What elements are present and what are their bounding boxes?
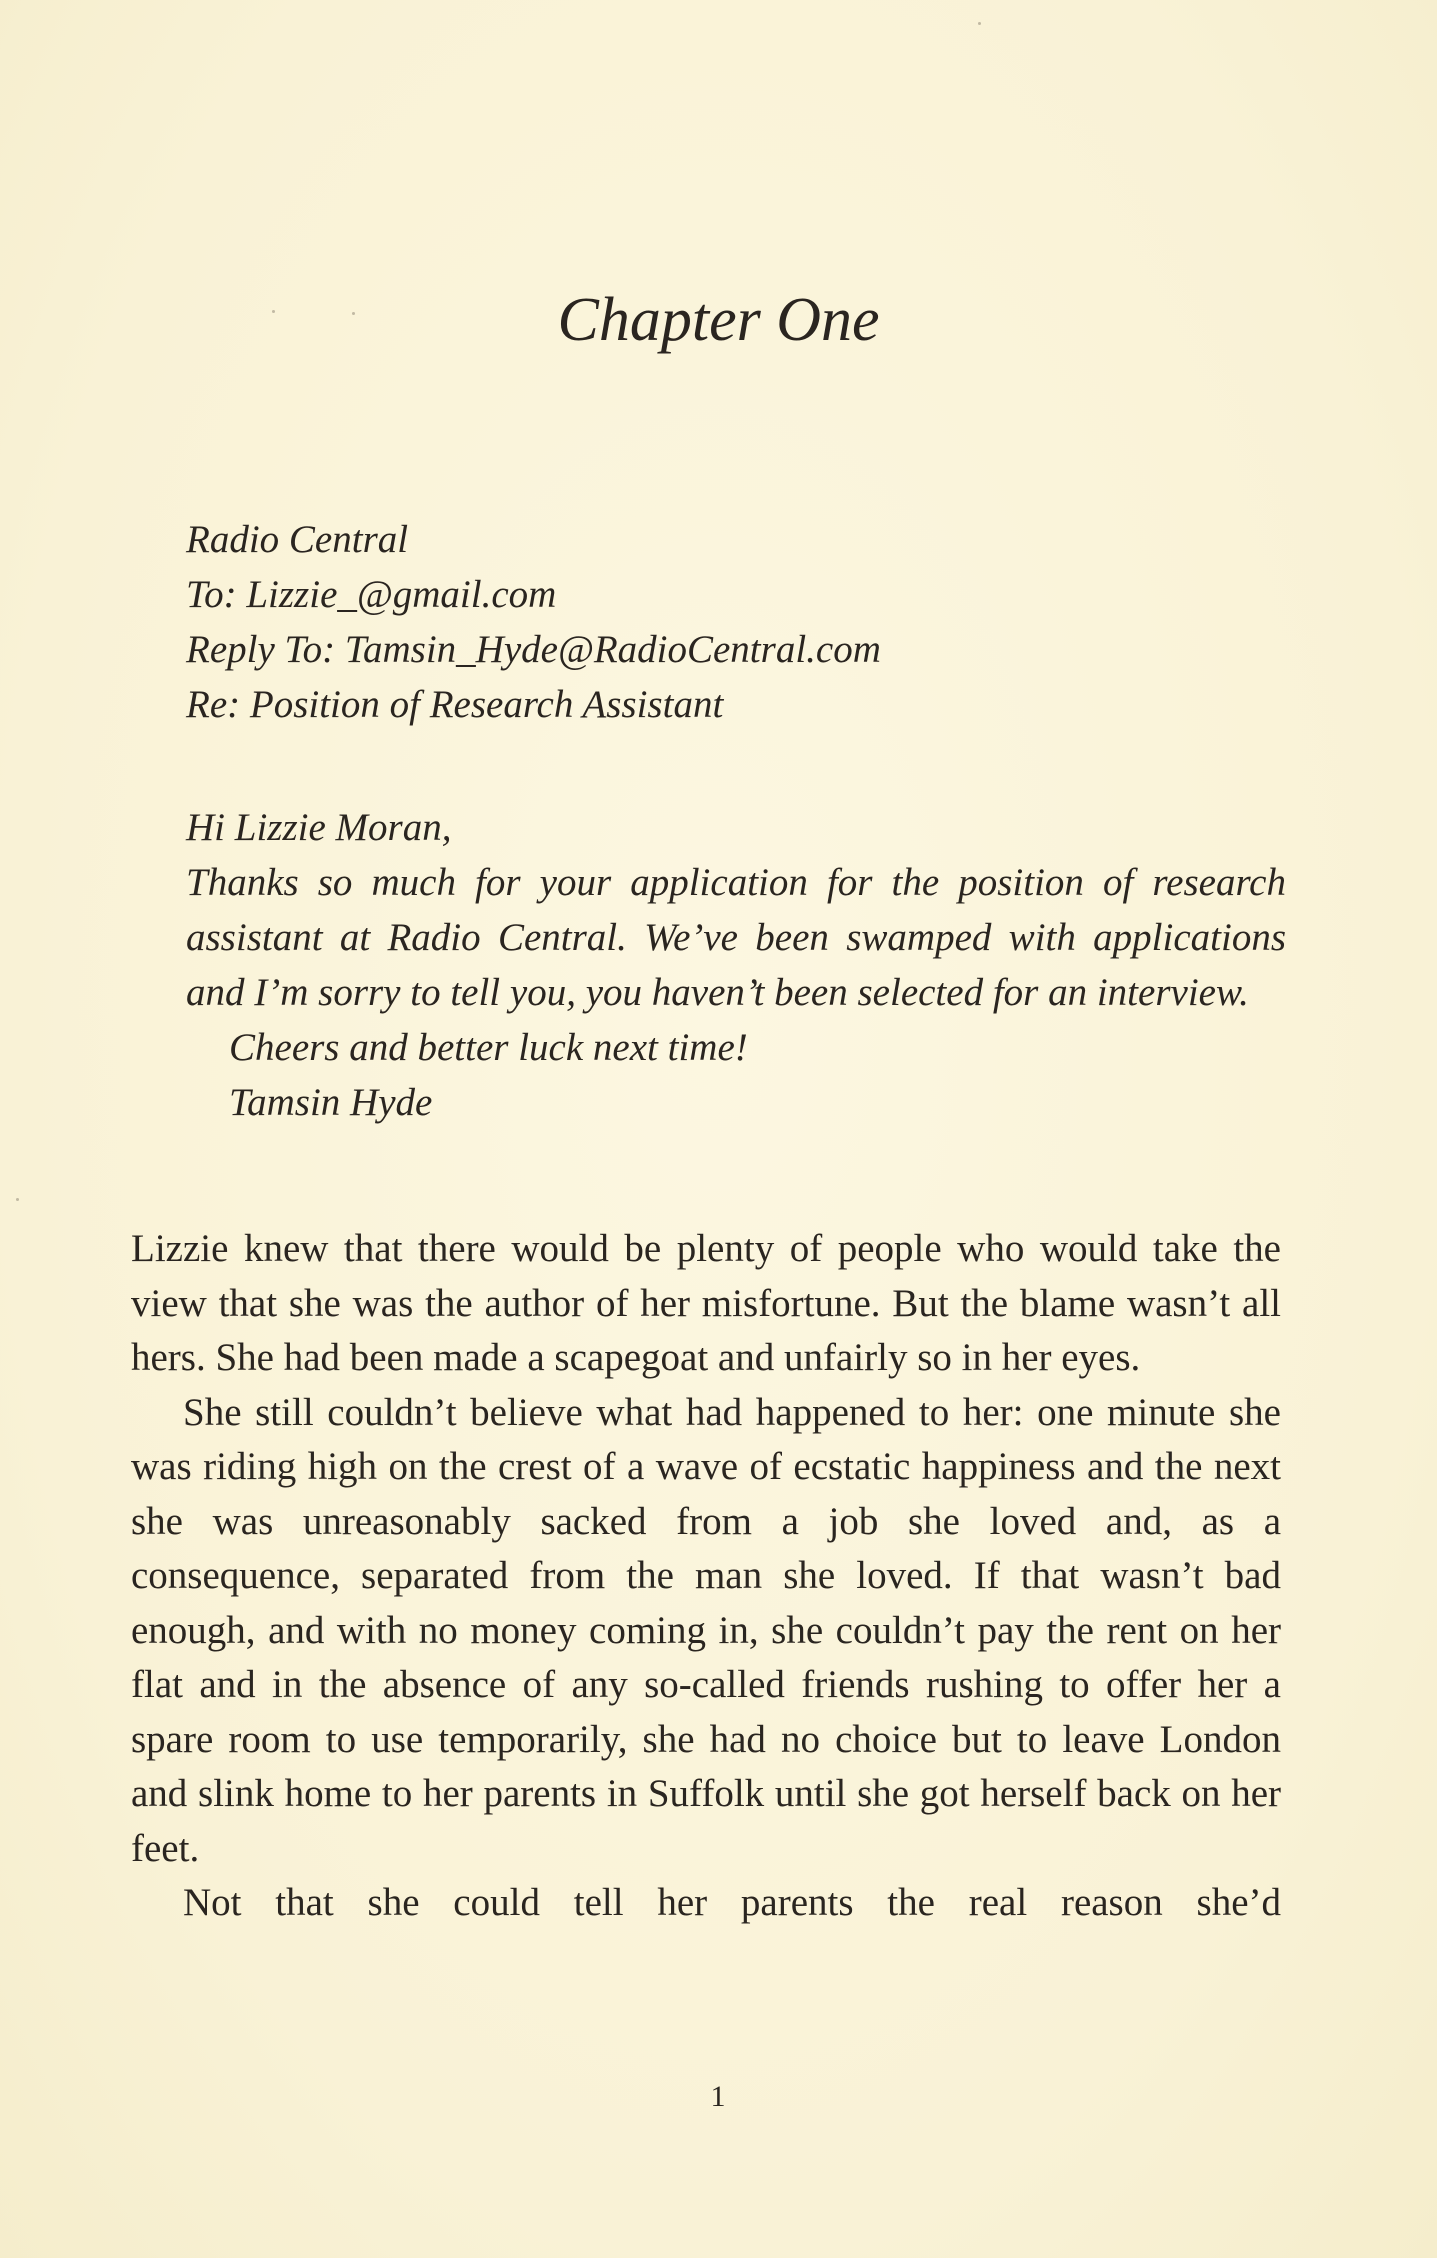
chapter-title: Chapter One xyxy=(557,286,880,354)
email-signature: Tamsin Hyde xyxy=(229,1081,433,1124)
email-subject: Re: Position of Research Assistant xyxy=(186,683,724,726)
narrative-text xyxy=(131,1222,1281,1931)
page-number: 1 xyxy=(710,2080,727,2113)
paragraph: Not that she could tell her parents the real reason she’d xyxy=(183,1881,1281,1924)
email-sender: Radio Central xyxy=(186,518,409,561)
email-reply-to: Reply To: Tamsin_Hyde@RadioCentral.com xyxy=(186,628,881,671)
paragraph: Lizzie knew that there would be plenty of people who would take the view that she was the author of her misfortune. But the blame wasn’t all hers. She had been made a scapegoat and unfairly so in her eyes. xyxy=(131,1227,1281,1379)
email-header xyxy=(186,512,1286,732)
paper-speck xyxy=(978,22,981,25)
email-signoff: Cheers and better luck next time! xyxy=(229,1026,748,1069)
paragraph: She still couldn’t believe what had happened to her: one minute she was riding high on the crest of a wave of ecstatic happiness and the next she was unreasonably sacked from a job she loved and, as a consequence, separated from the man she loved. If that wasn’t bad enough, and with no money coming in, she couldn’t pay the rent on her flat and in the absence of any so-called friends rushing to offer her a spare room to use temporarily, she had no choice but to leave London and slink home to her parents in Suffolk until she got herself back on her feet. xyxy=(131,1390,1281,1870)
paper-speck xyxy=(16,1198,19,1201)
email-to: To: Lizzie_@gmail.com xyxy=(186,573,557,616)
email-body xyxy=(186,800,1286,1130)
email-greeting: Hi Lizzie Moran, xyxy=(186,806,452,849)
email-message: Thanks so much for your application for the position of research assistant at Radio Central. We’ve been swamped with applications and I’m sorry to tell you, you haven’t been selected for an interview. xyxy=(186,861,1286,1014)
